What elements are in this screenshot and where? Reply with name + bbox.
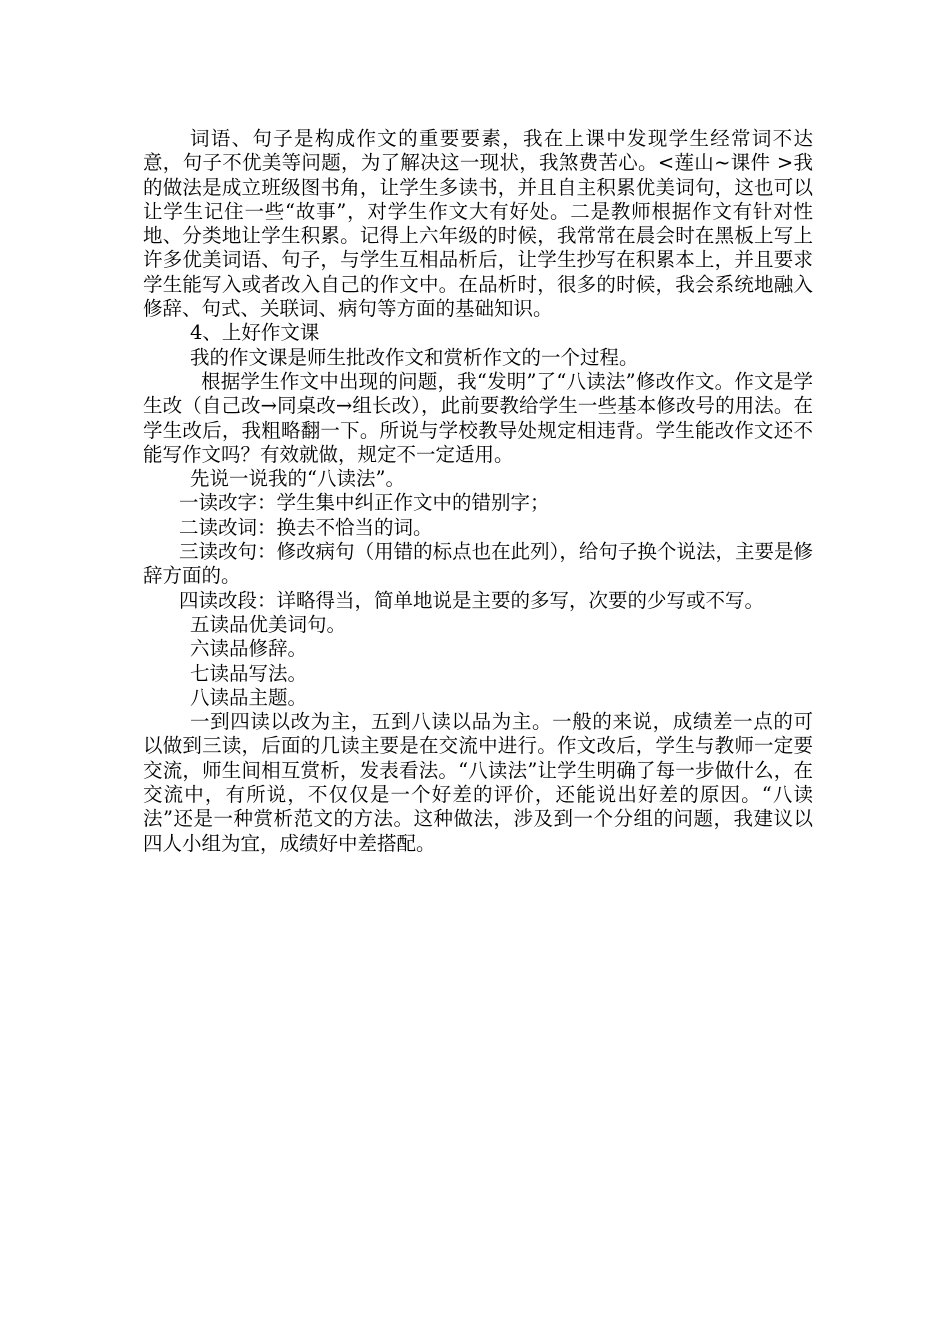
- section-heading-composition-class: 4、上好作文课: [190, 321, 320, 345]
- document-body: [143, 127, 813, 856]
- paragraph-method-summary: 一到四读以改为主，五到八读以品为主。一般的来说，成绩差一点的可以做到三读，后面的几读主要是在交流中进行。作文改后，学生与教师一定要交流，师生间相互赏析，发表看法。“八读法”让学生明确了每一步做什么，在交流中，有所说，不仅仅是一个好差的评价，还能说出好差的原因。“八读法”还是一种赏析范文的方法。这种做法，涉及到一个分组的问题，我建议以四人小组为宜，成绩好中差搭配。: [143, 710, 813, 855]
- list-item-reading-5: 五读品优美词句。: [190, 612, 347, 636]
- list-item-reading-3: 三读改句：修改病句（用错的标点也在此列），给句子换个说法，主要是修辞方面的。: [143, 540, 813, 588]
- list-item-reading-7: 七读品写法。: [190, 661, 308, 685]
- list-item-reading-6: 六读品修辞。: [190, 637, 308, 661]
- paragraph-class-process: 我的作文课是师生批改作文和赏析作文的一个过程。: [190, 345, 639, 369]
- paragraph-eight-reading-method-intro: 根据学生作文中出现的问题，我“发明”了“八读法”修改作文。作文是学生改（自己改→同桌改→组长改），此前要教给学生一些基本修改号的用法。在学生改后，我粗略翻一下。所说与学校教导处规定相违背。学生能改作文还不能写作文吗？有效就做，规定不一定适用。: [143, 369, 813, 466]
- list-item-reading-4: 四读改段：详略得当，简单地说是主要的多写，次要的少写或不写。: [179, 588, 765, 612]
- paragraph-eight-reading-lead: 先说一说我的“八读法”。: [190, 467, 405, 491]
- paragraph-vocabulary-accumulation: 词语、句子是构成作文的重要要素，我在上课中发现学生经常词不达意，句子不优美等问题，为了解决这一现状，我煞费苦心。<莲山~课件 >我的做法是成立班级图书角，让学生多读书，并且自主积累优美词句，这也可以让学生记住一些“故事”，对学生作文大有好处。二是教师根据作文有针对性地、分类地让学生积累。记得上六年级的时候，我常常在晨会时在黑板上写上许多优美词语、句子，与学生互相品析后，让学生抄写在积累本上，并且要求学生能写入或者改入自己的作文中。在品析时，很多的时候，我会系统地融入修辞、句式、关联词、病句等方面的基础知识。: [143, 127, 813, 321]
- list-item-reading-2: 二读改词：换去不恰当的词。: [179, 515, 433, 539]
- list-item-reading-8: 八读品主题。: [190, 685, 308, 709]
- list-item-reading-1: 一读改字：学生集中纠正作文中的错别字；: [179, 491, 550, 515]
